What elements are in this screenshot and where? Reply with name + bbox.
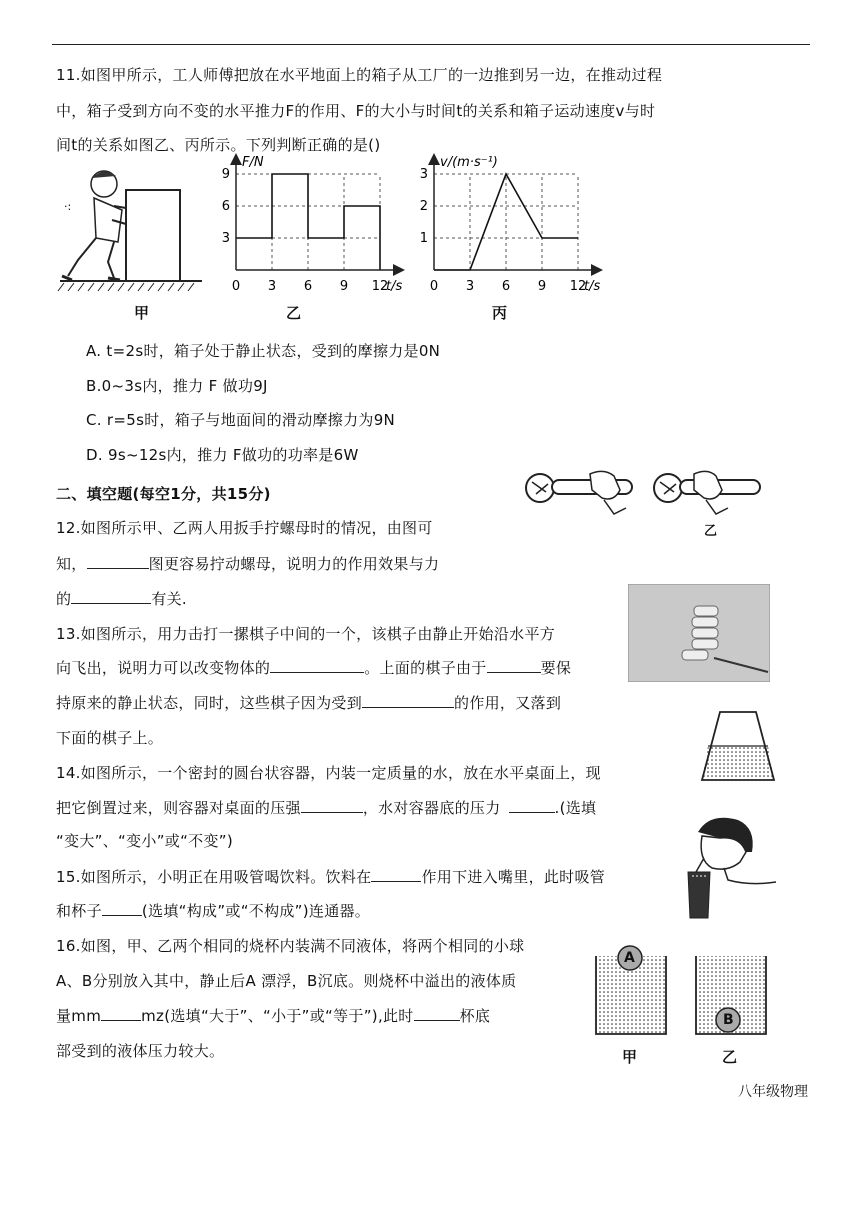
q12-blank-1[interactable] [87,554,149,569]
ball-b-label: B [723,1012,734,1028]
chart-f-xtick: 0 [231,279,241,294]
chart-v-xtick: 9 [537,279,547,294]
beaker-caption-yi: 乙 [722,1048,738,1066]
q13-line-4: 下面的棋子上。 [56,729,164,747]
q14-blank-1[interactable] [301,798,363,813]
q12-line-2: 知， 图更容易拧动螺母，说明力的作用效果与力 [56,555,440,573]
svg-text:·:: ·: [64,200,72,213]
footer-subject: 八年级物理 [738,1084,808,1100]
q13-line-2: 向飞出，说明力可以改变物体的 。上面的棋子由于 要保 [56,659,572,677]
q13-blank-2[interactable] [487,658,541,673]
chart-v-xtick: 6 [501,279,511,294]
chart-f-ytick: 9 [221,167,230,182]
q15-blank-2[interactable] [102,901,142,916]
q11-line-2: 中，箱子受到方向不变的水平推力F的作用、F的大小与时间t的关系和箱子运动速度v与时 [56,102,656,120]
q11-line-3: 间t的关系如图乙、丙所示。下列判断正确的是() [56,136,381,154]
q12-line-1: 12.如图所示甲、乙两人用扳手拧螺母时的情况，由图可 [56,519,433,537]
wrench-jia [526,471,632,514]
chart-f-xtick: 9 [339,279,349,294]
q16-line-3: 量mm mz(选填“大于”、“小于”或“等于”),此时 杯底 [56,1007,491,1025]
force-time-chart [212,150,412,300]
q13-blank-1[interactable] [270,658,364,673]
chart-f-xlabel: t/s [386,279,403,294]
chart-v-ytick: 3 [419,167,428,182]
q16-blank-1[interactable] [101,1006,141,1021]
q13-blank-3[interactable] [362,693,454,708]
q11-option-b: B.0~3s内，推力 F 做功9J [86,377,268,395]
chart-f-ytick: 6 [221,199,230,214]
caption-jia: 甲 [134,304,150,322]
q14-line-3: “变大”、“变小”或“不变”) [56,832,233,850]
q11-line-1: 11.如图甲所示，工人师傅把放在水平地面上的箱子从工厂的一边推到另一边，在推动过程 [56,66,663,84]
boy-drinking-figure [680,812,780,922]
chart-f-xtick: 6 [303,279,313,294]
wrench-yi [654,471,760,514]
chart-v-ytick: 2 [419,199,428,214]
beaker-caption-jia: 甲 [622,1048,638,1066]
worker-pushing-box-figure [56,164,206,299]
q15-blank-1[interactable] [371,867,421,882]
ball-a-label: A [624,950,635,966]
q15-line-2: 和杯子 (选填“构成”或“不构成”)连通器。 [56,902,371,920]
q12-line-3: 的 有关. [56,590,187,608]
chart-v-ylabel: v/(m·s⁻¹) [440,155,498,170]
chart-f-xtick: 12 [371,279,389,294]
q16-line-1: 16.如图，甲、乙两个相同的烧杯内装满不同液体，将两个相同的小球 [56,937,525,955]
caption-yi: 乙 [286,304,302,322]
chart-f-xtick: 3 [267,279,277,294]
chart-f-ticks [222,167,389,294]
frustum-container-figure [698,706,778,784]
header-rule [52,44,810,45]
beakers-figure [590,938,780,1048]
caption-bing: 丙 [492,304,508,322]
q16-blank-2[interactable] [414,1006,460,1021]
q12-blank-2[interactable] [71,589,151,604]
wrench-caption-yi: 乙 [704,524,718,539]
chart-v-xtick: 12 [569,279,587,294]
chart-v-grid [434,174,578,270]
q14-blank-2[interactable] [509,798,555,813]
q16-line-4: 部受到的液体压力较大。 [56,1042,225,1060]
chart-v-ticks [420,167,587,294]
section-title: 二、填空题(每空1分，共15分) [56,485,271,503]
q14-line-2: 把它倒置过来，则容器对桌面的压强 ，水对容器底的压力 .(选填 [56,799,597,817]
chart-v-xlabel: t/s [584,279,601,294]
chart-f-ylabel: F/N [242,155,264,170]
q14-line-1: 14.如图所示，一个密封的圆台状容器，内装一定质量的水，放在水平桌面上，现 [56,764,601,782]
q11-option-d: D. 9s~12s内，推力 F做功的功率是6W [86,446,359,464]
wrench-figure [518,468,778,538]
q15-line-1: 15.如图所示，小明正在用吸管喝饮料。饮料在 作用下进入嘴里，此时吸管 [56,868,606,886]
velocity-time-chart [410,150,610,300]
chart-v-xtick: 3 [465,279,475,294]
q13-line-1: 13.如图所示，用力击打一摞棋子中间的一个，该棋子由静止开始沿水平方 [56,625,556,643]
q11-option-a: A. t=2s时，箱子处于静止状态，受到的摩擦力是0N [86,342,441,360]
q13-line-3: 持原来的静止状态，同时，这些棋子因为受到 的作用，又落到 [56,694,562,712]
q11-option-c: C. r=5s时，箱子与地面间的滑动摩擦力为9N [86,411,396,429]
chart-v-ytick: 1 [419,231,428,246]
chart-v-xtick: 0 [429,279,439,294]
chess-pieces-photo [628,584,770,682]
chart-f-ytick: 3 [221,231,230,246]
q16-line-2: A、B分别放入其中，静止后A 漂浮，B沉底。则烧杯中溢出的液体质 [56,972,517,990]
